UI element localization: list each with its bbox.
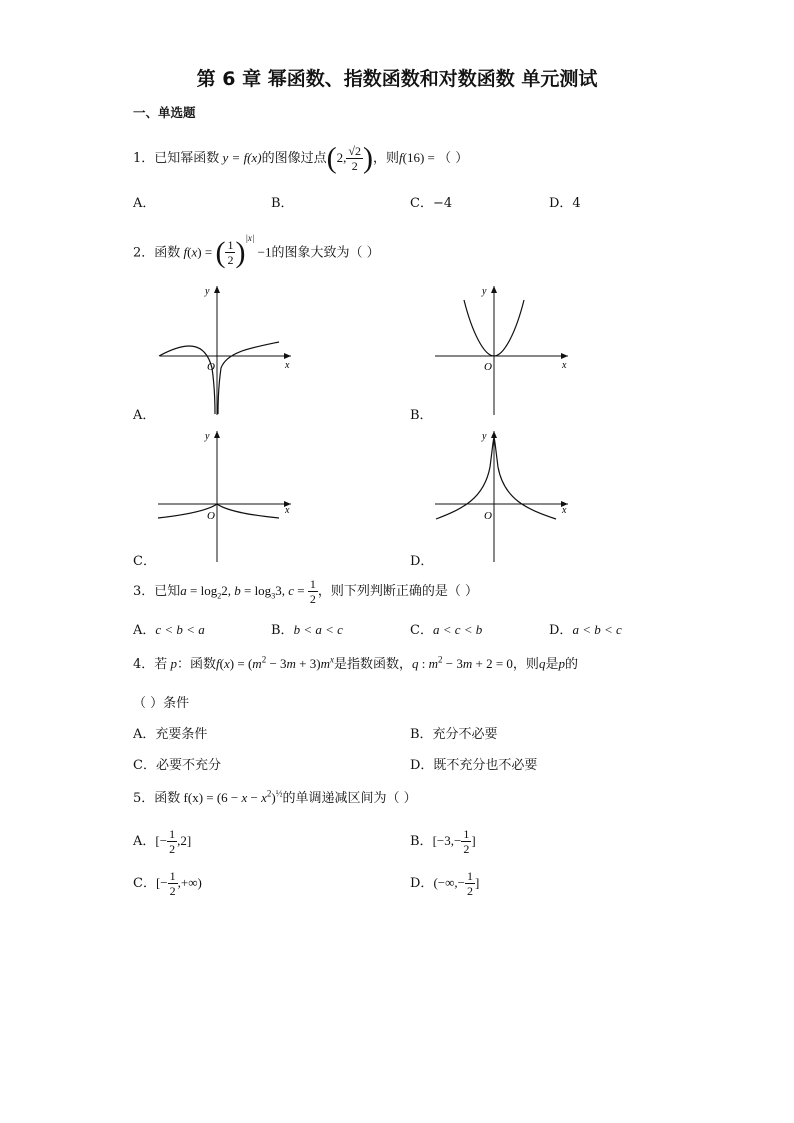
- q3-prefix: 3．已知: [133, 584, 181, 599]
- q2-minus-one: −1: [254, 244, 272, 260]
- graph-a-origin: O: [207, 361, 215, 373]
- q4-option-a[interactable]: A．充要条件: [133, 727, 208, 742]
- q3-c-fraction: $\frac{1}{2}$: [309, 577, 316, 606]
- q2-func-arg: (x) =: [187, 244, 216, 260]
- graph-a-y-label: y: [205, 286, 210, 297]
- q2-option-b[interactable]: B．: [410, 408, 433, 423]
- q1-text: 的图像过点: [261, 151, 327, 166]
- question-4: [133, 653, 578, 672]
- q3-option-a[interactable]: A．c < b < a: [133, 622, 205, 638]
- q1-blank: （ ）: [438, 151, 469, 166]
- q5-option-d[interactable]: D．(−∞,− $\frac{1}{2}$ ]: [410, 869, 480, 898]
- q4-text6: 的: [564, 657, 578, 672]
- q3-option-d[interactable]: D．a < b < c: [549, 622, 622, 638]
- q3-option-d-math: a < b < c: [572, 622, 622, 637]
- section-heading: 一、单选题: [133, 105, 196, 120]
- q4-line2: （ ）条件: [133, 696, 190, 711]
- q4-option-d[interactable]: D．既不充分也不必要: [410, 758, 538, 773]
- graph-d-origin: O: [484, 510, 492, 522]
- graph-a: [155, 282, 295, 418]
- graph-c-origin: O: [207, 510, 215, 522]
- graph-b: [432, 282, 572, 418]
- q5-formula: $f(x) = (6 - x - x^2)^{\frac{1}{2}}$: [180, 788, 283, 805]
- graph-c-y-label: y: [205, 431, 210, 442]
- q4-formula: $f(x) = (m^2 - 3m + 3)m^x$: [216, 654, 334, 671]
- graph-d-x-label: x: [562, 505, 567, 516]
- q3-option-b[interactable]: B．b < a < c: [271, 622, 343, 638]
- q1-option-c[interactable]: C．−4: [410, 196, 453, 211]
- q4-text4: ，则: [512, 657, 539, 672]
- q1-then: ，则: [372, 151, 399, 166]
- q1-option-b[interactable]: B．: [271, 196, 294, 211]
- q4-text3: 是指数函数，: [333, 657, 412, 672]
- q1-formula: y = f(x): [219, 150, 262, 165]
- q2-base-fraction: $\frac{1}{2}$: [227, 238, 234, 268]
- q1-option-a[interactable]: A．: [133, 196, 156, 211]
- q3-text: ，则下列判断正确的是（ ）: [317, 584, 478, 599]
- q1-point-x: 2,: [336, 150, 347, 165]
- graph-c-x-label: x: [285, 505, 290, 516]
- question-3: [133, 574, 478, 608]
- graph-b-x-label: x: [562, 360, 567, 371]
- graph-b-y-label: y: [482, 286, 487, 297]
- q2-paren-open: (: [215, 235, 226, 269]
- q2-func-name: f: [180, 244, 188, 260]
- q1-option-d[interactable]: D．4: [549, 196, 581, 211]
- q1-point-close: ): [362, 141, 373, 175]
- q2-prefix: 2．函数: [133, 245, 181, 261]
- page-title: 第 6 章 幂函数、指数函数和对数函数 单元测试: [196, 68, 598, 90]
- q3-option-a-math: c < b < a: [155, 622, 205, 637]
- q5-prefix: 5．函数: [133, 791, 181, 806]
- graph-a-x-label: x: [285, 360, 290, 371]
- q1-f16-arg: (16) =: [402, 150, 439, 165]
- q3-formula: $a = \log_22$, $b = \log_33$, c =: [180, 583, 308, 601]
- q4-option-b[interactable]: B．充分不必要: [410, 727, 498, 742]
- q1-point-fraction: $\frac{√2}{2}$: [348, 144, 361, 173]
- q2-option-c[interactable]: C．: [133, 554, 156, 569]
- q5-option-c[interactable]: C．[− $\frac{1}{2}$ ,+∞): [133, 869, 202, 898]
- q4-q-formula: q : $m^2 - 3m + 2 = 0$: [412, 654, 513, 671]
- graph-d-y-label: y: [482, 431, 487, 442]
- graph-d: [432, 427, 572, 565]
- q2-option-d[interactable]: D．: [410, 554, 434, 569]
- q2-exponent: |x|: [245, 233, 255, 243]
- graph-b-origin: O: [484, 361, 492, 373]
- q4-text5: 是: [545, 657, 559, 672]
- graph-c: [155, 427, 295, 565]
- q1-point-open: (: [326, 141, 337, 175]
- q4-p2: p: [558, 656, 565, 671]
- q3-option-c-math: a < c < b: [432, 622, 483, 637]
- q4-text2: ：函数: [177, 657, 217, 672]
- q2-paren-close: ): [235, 235, 246, 269]
- q1-prefix: 1．已知幂函数: [133, 151, 220, 166]
- q1-f16: f: [399, 150, 403, 165]
- q4-p: p: [167, 656, 178, 671]
- q5-text: 的单调递减区间为（ ）: [282, 791, 417, 806]
- q2-option-a[interactable]: A．: [133, 408, 156, 423]
- question-1: [133, 138, 468, 178]
- q5-option-a[interactable]: A．[− $\frac{1}{2}$ ,2]: [133, 827, 192, 856]
- q4-option-c[interactable]: C．必要不充分: [133, 758, 221, 773]
- q4-q: q: [538, 656, 546, 671]
- question-2: [133, 228, 380, 268]
- q4-prefix: 4．若: [133, 657, 168, 672]
- question-5: [133, 787, 417, 806]
- q3-option-c[interactable]: C．a < c < b: [410, 622, 483, 638]
- q2-text: 的图象大致为（ ）: [271, 245, 380, 261]
- q5-option-b[interactable]: B．[−3,− $\frac{1}{2}$ ]: [410, 827, 476, 856]
- q3-option-b-math: b < a < c: [293, 622, 343, 637]
